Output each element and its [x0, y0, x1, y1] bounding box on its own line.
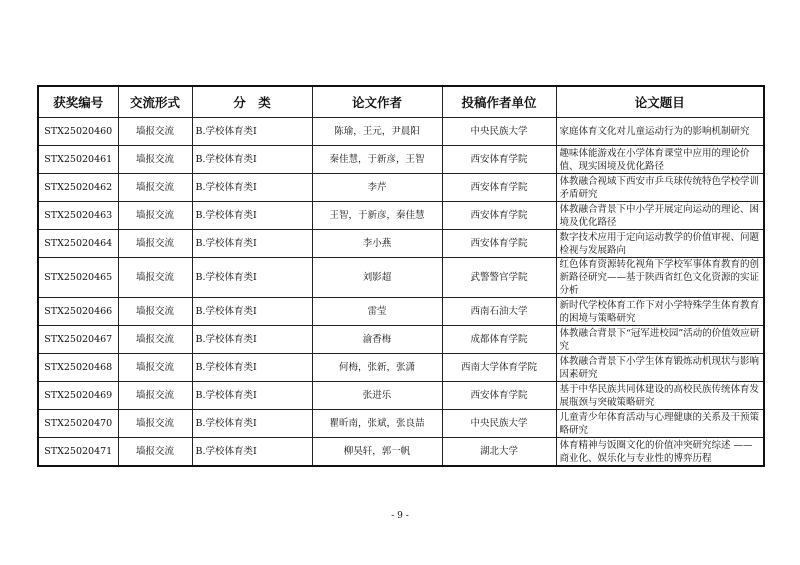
table-row [38, 410, 764, 438]
category-cell: B.学校体育类Ⅰ [192, 438, 312, 467]
award-id-cell: STX25020463 [38, 202, 118, 230]
authors-cell: 陈瑜，王元，尹晨阳 [312, 118, 442, 146]
page-number: - 9 - [391, 511, 409, 521]
award-id-cell: STX25020467 [38, 326, 118, 354]
table-row [38, 230, 764, 258]
table-body [38, 118, 764, 467]
paper-title-cell: 红色体育资源转化视角下学校军事体育教育的创新路径研究——基于陕西省红色文化资源的实证分析 [556, 258, 764, 298]
paper-title-cell: 体教融合视域下西安市乒乓球传统特色学校学训矛盾研究 [556, 174, 764, 202]
category-cell: B.学校体育类Ⅰ [192, 202, 312, 230]
category-cell: B.学校体育类Ⅰ [192, 118, 312, 146]
exchange-format-cell: 墙报交流 [118, 382, 192, 410]
award-id-cell: STX25020468 [38, 354, 118, 382]
authors-cell: 刘影超 [312, 258, 442, 298]
affiliation-cell: 湖北大学 [442, 438, 556, 467]
affiliation-cell: 西安体育学院 [442, 174, 556, 202]
award-id-cell: STX25020461 [38, 146, 118, 174]
award-id-cell: STX25020462 [38, 174, 118, 202]
table-row [38, 174, 764, 202]
authors-cell: 李芹 [312, 174, 442, 202]
affiliation-cell: 西安体育学院 [442, 202, 556, 230]
header-exchange-format: 交流形式 [118, 86, 192, 118]
authors-cell: 王智，于新彦，秦佳慧 [312, 202, 442, 230]
category-cell: B.学校体育类Ⅰ [192, 382, 312, 410]
category-cell: B.学校体育类Ⅰ [192, 326, 312, 354]
category-cell: B.学校体育类Ⅰ [192, 174, 312, 202]
authors-cell: 瞿昕南，张斌，张良喆 [312, 410, 442, 438]
affiliation-cell: 西南石油大学 [442, 298, 556, 326]
category-cell: B.学校体育类Ⅰ [192, 298, 312, 326]
paper-title-cell: 体教融合背景下中小学开展定向运动的理论、困境及优化路径 [556, 202, 764, 230]
paper-title-cell: 基于中华民族共同体建设的高校民族传统体育发展瓶颈与突破策略研究 [556, 382, 764, 410]
paper-title-cell: 家庭体育文化对儿童运动行为的影响机制研究 [556, 118, 764, 146]
award-id-cell: STX25020466 [38, 298, 118, 326]
exchange-format-cell: 墙报交流 [118, 298, 192, 326]
header-affiliation: 投稿作者单位 [442, 86, 556, 118]
exchange-format-cell: 墙报交流 [118, 118, 192, 146]
affiliation-cell: 中央民族大学 [442, 118, 556, 146]
category-cell: B.学校体育类Ⅰ [192, 354, 312, 382]
affiliation-cell: 中央民族大学 [442, 410, 556, 438]
award-id-cell: STX25020465 [38, 258, 118, 298]
paper-title-cell: 体教融合背景下小学生体育锻炼动机现状与影响因素研究 [556, 354, 764, 382]
affiliation-cell: 西安体育学院 [442, 230, 556, 258]
exchange-format-cell: 墙报交流 [118, 146, 192, 174]
table-row [38, 118, 764, 146]
affiliation-cell: 西南大学体育学院 [442, 354, 556, 382]
authors-cell: 渝香梅 [312, 326, 442, 354]
table-row [38, 354, 764, 382]
award-id-cell: STX25020469 [38, 382, 118, 410]
header-award-id: 获奖编号 [38, 86, 118, 118]
paper-title-cell: 体育精神与饭圈文化的价值冲突研究综述 —— 商业化、娱乐化与专业性的博弈历程 [556, 438, 764, 467]
table-row [38, 202, 764, 230]
affiliation-cell: 武警警官学院 [442, 258, 556, 298]
affiliation-cell: 成都体育学院 [442, 326, 556, 354]
awards-table-container [37, 85, 763, 467]
award-id-cell: STX25020471 [38, 438, 118, 467]
category-cell: B.学校体育类Ⅰ [192, 410, 312, 438]
authors-cell: 柳昊轩，郭一帆 [312, 438, 442, 467]
table-row [38, 258, 764, 298]
paper-title-cell: 体教融合背景下“冠军进校园”活动的价值效应研究 [556, 326, 764, 354]
table-row [38, 298, 764, 326]
exchange-format-cell: 墙报交流 [118, 354, 192, 382]
authors-cell: 秦佳慧，于新彦，王智 [312, 146, 442, 174]
awards-table [37, 85, 765, 467]
exchange-format-cell: 墙报交流 [118, 230, 192, 258]
exchange-format-cell: 墙报交流 [118, 202, 192, 230]
table-row [38, 382, 764, 410]
table-row [38, 326, 764, 354]
affiliation-cell: 西安体育学院 [442, 382, 556, 410]
table-row [38, 438, 764, 467]
category-cell: B.学校体育类Ⅰ [192, 258, 312, 298]
affiliation-cell: 西安体育学院 [442, 146, 556, 174]
award-id-cell: STX25020464 [38, 230, 118, 258]
header-category: 分 类 [192, 86, 312, 118]
category-cell: B.学校体育类Ⅰ [192, 230, 312, 258]
exchange-format-cell: 墙报交流 [118, 174, 192, 202]
table-row [38, 146, 764, 174]
header-authors: 论文作者 [312, 86, 442, 118]
paper-title-cell: 数字技术应用于定向运动教学的价值审视、问题检视与发展路向 [556, 230, 764, 258]
exchange-format-cell: 墙报交流 [118, 438, 192, 467]
table-header-row [38, 86, 764, 118]
authors-cell: 雷莹 [312, 298, 442, 326]
exchange-format-cell: 墙报交流 [118, 326, 192, 354]
paper-title-cell: 新时代学校体育工作下对小学特殊学生体育教育的困境与策略研究 [556, 298, 764, 326]
paper-title-cell: 趣味体能游戏在小学体育课堂中应用的理论价值、现实困境及优化路径 [556, 146, 764, 174]
authors-cell: 何梅，张新，张潇 [312, 354, 442, 382]
exchange-format-cell: 墙报交流 [118, 258, 192, 298]
category-cell: B.学校体育类Ⅰ [192, 146, 312, 174]
award-id-cell: STX25020470 [38, 410, 118, 438]
paper-title-cell: 儿童青少年体育活动与心理健康的关系及干预策略研究 [556, 410, 764, 438]
authors-cell: 张进乐 [312, 382, 442, 410]
header-paper-title: 论文题目 [556, 86, 764, 118]
authors-cell: 李小燕 [312, 230, 442, 258]
exchange-format-cell: 墙报交流 [118, 410, 192, 438]
award-id-cell: STX25020460 [38, 118, 118, 146]
